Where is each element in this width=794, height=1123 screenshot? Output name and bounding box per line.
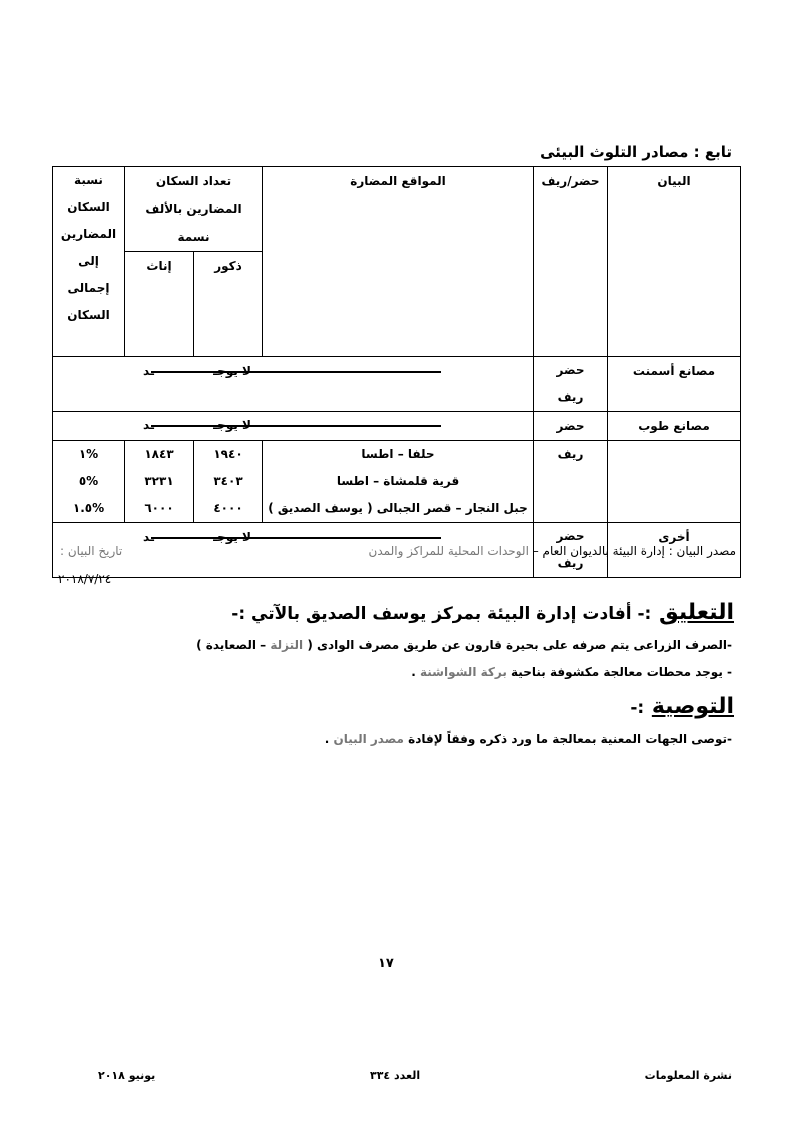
source-date: ٢٠١٨/٧/٢٤ [58,572,112,586]
ratio-line: إجمالى [67,281,110,295]
males-value: ١٩٤٠ [213,447,243,461]
other-label: أخرى [608,523,741,578]
footer-issue: العدد ٣٣٤ [370,1069,421,1082]
ur-text: ريف [557,390,584,404]
brick-label: مصانع طوب [608,412,741,441]
row-brick [53,412,741,441]
recommendation-gray: مصدر البيان [333,732,404,746]
males-value: ٣٤٠٣ [213,474,243,488]
recommendation-text: -توصى الجهات المعنية بمعالجة ما ورد ذكره وفقاً لإفادة [408,732,732,746]
ratio-line: إلى [78,254,99,268]
data-source [46,544,736,566]
none-end: ـد [143,418,155,432]
row-cement [53,357,741,412]
header-ratio [53,167,125,357]
females-value: ٣٢٣١ [144,474,174,488]
brick-ur: حضر [534,412,608,441]
source-prefix: مصدر البيان : إدارة البيئة بالديوان العام – [532,544,736,558]
header-row [53,167,741,252]
source-date-label: تاريخ البيان : [60,544,123,558]
rural-sites [263,441,534,523]
recommendation-text: . [324,732,330,746]
site-name: حلفا – اطسا [361,447,435,461]
none-text: لا يوجـ [213,530,251,544]
site-name: قرية قلمشاة – اطسا [336,474,460,488]
dash-bar [151,371,441,373]
dash-bar [151,425,441,427]
recommendation-heading [630,694,734,719]
comment-line-1 [196,638,732,652]
ur-text: حضر [556,363,585,377]
page-number: ١٧ [378,956,394,971]
ratio-line: نسبة [74,173,103,187]
none-text: لا يوجـ [213,364,251,378]
header-affected-pop: تعداد السكان المضارين بالألف نسمة [125,167,263,252]
header-males: ذكور [194,252,263,357]
comment-heading-word: التعليق [659,600,734,625]
rural-females [125,441,194,523]
ratio-value: %١.٥ [72,501,105,515]
site-name: جبل النجار – قصر الجبالى ( يوسف الصديق ) [268,501,528,515]
recommendation-heading-word: التوصية [651,694,734,719]
page-title: تابع : مصادر التلوث البيئى [540,143,732,161]
header-females: إناث [125,252,194,357]
ratio-line: المضارين [60,227,117,241]
cement-ur [534,357,608,412]
footer-publication: نشرة المعلومات [644,1069,732,1082]
comment-text: - يوجد محطات معالجة مكشوفة بناحية [511,665,732,679]
rural-males [194,441,263,523]
pollution-sources-table [52,166,741,578]
comment-heading-rest: :- أفادت إدارة البيئة بمركز يوسف الصديق بالآتي :- [231,604,652,624]
ratio-line: السكان [67,308,110,322]
comment-heading [231,600,734,625]
rural-ratio [53,441,125,523]
footer-date: يونيو ٢٠١٨ [98,1069,156,1082]
none-end: ـد [143,530,155,544]
comment-text: . [411,665,416,679]
ur-text: حضر [556,529,585,543]
females-value: ١٨٤٣ [144,447,174,461]
males-value: ٤٠٠٠ [213,501,243,515]
comment-text: – الصعايدة ) [196,638,267,652]
comment-line-2 [411,665,732,679]
source-suffix: الوحدات المحلية للمراكز والمدن [368,544,529,558]
comment-gray: بركة الشواشنة [419,665,507,679]
ur-text: ريف [557,556,584,570]
none-text: لا يوجـ [213,418,251,432]
none-end: ـد [143,364,155,378]
recommendation-line [325,732,732,746]
header-urban-rural: حضر/ريف [534,167,608,357]
dash-bar [151,537,441,539]
ratio-value: %١ [78,447,99,461]
brick-none [53,412,534,441]
header-item: البيان [608,167,741,357]
cement-label: مصانع أسمنت [608,357,741,412]
rural-label [608,441,741,523]
cement-none [53,357,534,412]
header-affected-sites: المواقع المضارة [263,167,534,357]
ratio-value: %٥ [78,474,99,488]
row-rural [53,441,741,523]
comment-gray: التزلة [270,638,304,652]
source-text [369,544,736,558]
females-value: ٦٠٠٠ [144,501,174,515]
rural-ur: ريف [534,441,608,523]
comment-text: -الصرف الزراعى يتم صرفه على بحيرة قارون عن طريق مصرف الوادى ( [307,638,732,652]
recommendation-heading-rest: :- [630,698,645,718]
ratio-line: السكان [67,200,110,214]
